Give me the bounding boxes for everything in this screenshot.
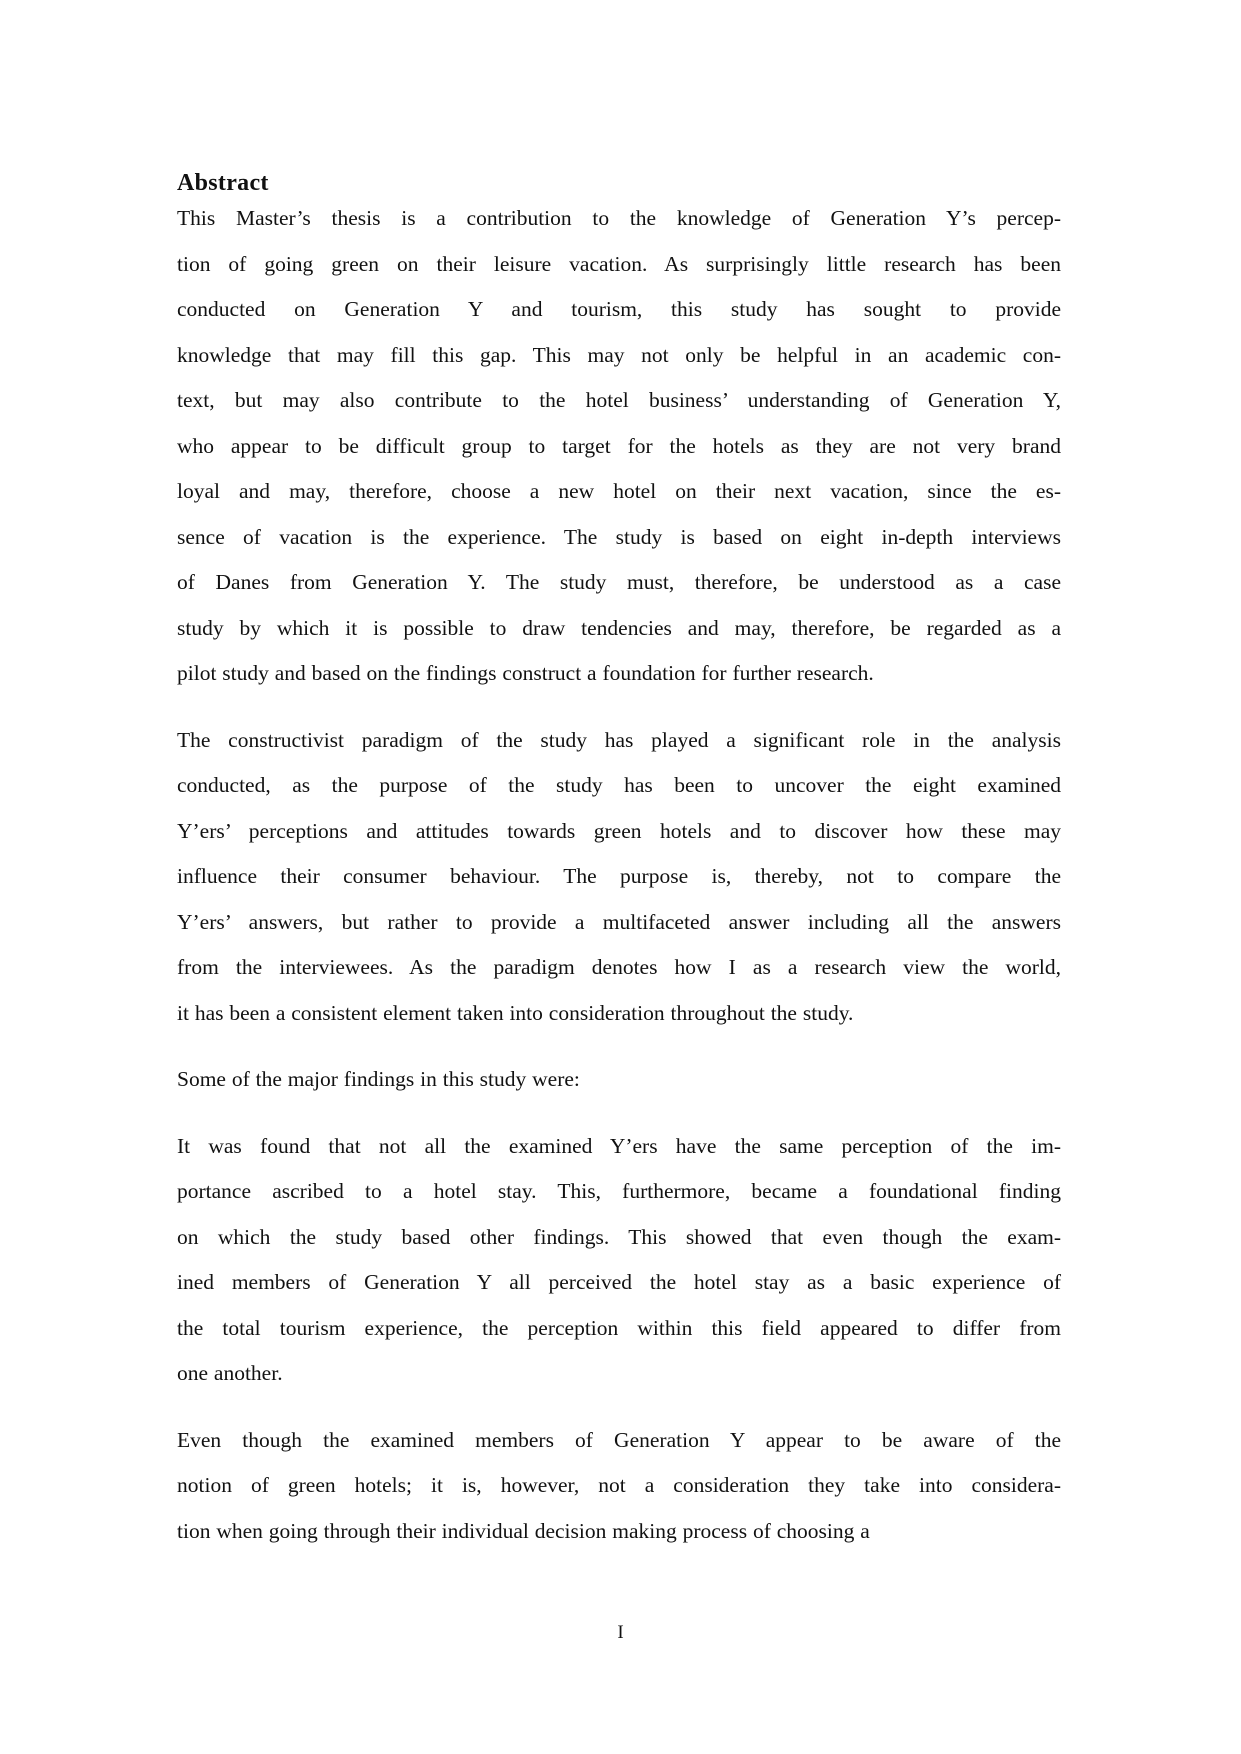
text-line: on which the study based other findings. This showed that even though the exam- <box>177 1224 1061 1249</box>
text-line: Some of the major findings in this study were: <box>177 1067 580 1091</box>
text-line: who appear to be difficult group to target for the hotels as they are not very brand <box>177 433 1061 458</box>
text-line: tion when going through their individual decision making process of choosing a <box>177 1518 870 1543</box>
text-line: The constructivist paradigm of the study has played a significant role in the analysis <box>177 727 1061 752</box>
page-footer <box>0 1622 1241 1644</box>
paragraph <box>177 1418 1061 1555</box>
text-line: text, but may also contribute to the hotel business’ understanding of Generation Y, <box>177 388 1061 412</box>
text-line: It was found that not all the examined Y’ers have the same perception of the im- <box>177 1133 1061 1158</box>
text-line: Even though the examined members of Generation Y appear to be aware of the <box>177 1427 1061 1452</box>
text-line: knowledge that may fill this gap. This may not only be helpful in an academic con- <box>177 342 1061 367</box>
text-line: ined members of Generation Y all perceived the hotel stay as a basic experience of <box>177 1270 1061 1294</box>
text-line: study by which it is possible to draw tendencies and may, therefore, be regarded as a <box>177 615 1061 640</box>
text-line: of Danes from Generation Y. The study must, therefore, be understood as a case <box>177 570 1061 594</box>
text-line: loyal and may, therefore, choose a new hotel on their next vacation, since the es- <box>177 479 1061 503</box>
paragraph <box>177 718 1061 1037</box>
text-line: influence their consumer behaviour. The purpose is, thereby, not to compare the <box>177 864 1061 888</box>
text-line: This Master’s thesis is a contribution to the knowledge of Generation Y’s percep- <box>177 206 1061 230</box>
paragraph <box>177 1057 1061 1103</box>
text-line: from the interviewees. As the paradigm denotes how I as a research view the world, <box>177 955 1061 979</box>
text-line: one another. <box>177 1361 283 1385</box>
text-line: portance ascribed to a hotel stay. This, furthermore, became a foundational finding <box>177 1179 1061 1203</box>
abstract-body <box>177 196 1061 1554</box>
paragraph <box>177 196 1061 697</box>
text-line: notion of green hotels; it is, however, not a consideration they take into considera- <box>177 1473 1061 1497</box>
page-number: I <box>617 1622 624 1643</box>
abstract-section <box>177 170 1061 1554</box>
text-line: sence of vacation is the experience. The study is based on eight in-depth interviews <box>177 524 1061 549</box>
text-line: pilot study and based on the findings construct a foundation for further research. <box>177 661 874 685</box>
paragraph <box>177 1124 1061 1397</box>
text-line: tion of going green on their leisure vacation. As surprisingly little research has been <box>177 251 1061 276</box>
section-heading: Abstract <box>177 170 269 196</box>
text-line: the total tourism experience, the perception within this field appeared to differ from <box>177 1315 1061 1340</box>
text-line: conducted, as the purpose of the study has been to uncover the eight examined <box>177 773 1061 797</box>
text-line: Y’ers’ answers, but rather to provide a multifaceted answer including all the answers <box>177 909 1061 934</box>
text-line: Y’ers’ perceptions and attitudes towards green hotels and to discover how these may <box>177 818 1061 843</box>
text-line: conducted on Generation Y and tourism, this study has sought to provide <box>177 297 1061 321</box>
text-line: it has been a consistent element taken into consideration throughout the study. <box>177 1000 854 1025</box>
